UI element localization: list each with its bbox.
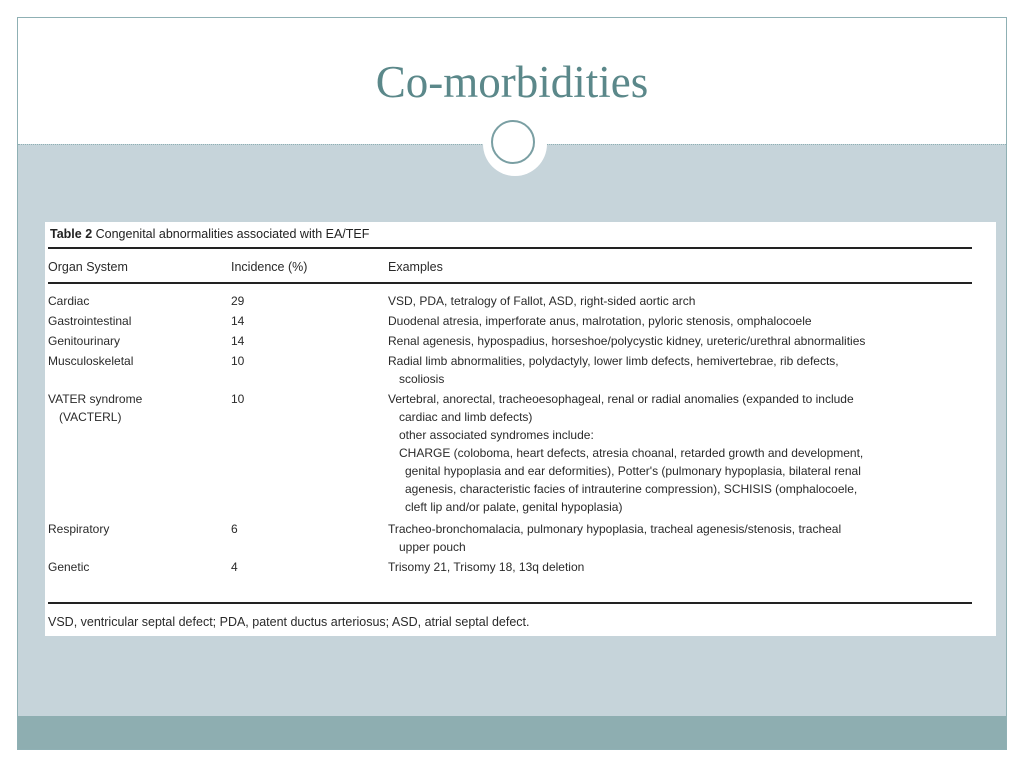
cell-text: upper pouch bbox=[399, 540, 466, 554]
cell-examples bbox=[388, 390, 988, 516]
cell-organ-system bbox=[48, 520, 223, 538]
table-caption-label: Table 2 bbox=[50, 227, 93, 241]
cell-text: scoliosis bbox=[399, 372, 445, 386]
cell-text: cardiac and limb defects) bbox=[399, 410, 533, 424]
cell-organ-system bbox=[48, 332, 223, 350]
cell-examples bbox=[388, 312, 988, 330]
table-caption bbox=[50, 227, 369, 241]
table-body bbox=[45, 292, 996, 578]
table-row bbox=[45, 352, 996, 390]
cell-incidence: 29 bbox=[231, 294, 245, 308]
cell-incidence: 14 bbox=[231, 334, 245, 348]
cell-text: Genitourinary bbox=[48, 334, 121, 348]
footer-bar bbox=[18, 716, 1006, 750]
cell-text: cleft lip and/or palate, genital hypoplasia) bbox=[405, 500, 623, 514]
cell-text: Vertebral, anorectal, tracheoesophageal, renal or radial anomalies (expanded to include bbox=[388, 392, 854, 406]
cell-text: Genetic bbox=[48, 560, 90, 574]
cell-text: Musculoskeletal bbox=[48, 354, 134, 368]
cell-text: agenesis, characteristic facies of intrauterine compression), SCHISIS (omphalocoele, bbox=[405, 482, 858, 496]
table-row bbox=[45, 312, 996, 332]
table-row bbox=[45, 520, 996, 558]
cell-text: Renal agenesis, hypospadius, horseshoe/polycystic kidney, ureteric/urethral abnormalities bbox=[388, 334, 866, 348]
cell-text: Tracheo-bronchomalacia, pulmonary hypoplasia, tracheal agenesis/stenosis, tracheal bbox=[388, 522, 842, 536]
cell-organ-system bbox=[48, 352, 223, 370]
table-row bbox=[45, 292, 996, 312]
cell-text: Radial limb abnormalities, polydactyly, lower limb defects, hemivertebrae, rib defects, bbox=[388, 354, 839, 368]
cell-incidence: 4 bbox=[231, 560, 238, 574]
table-image bbox=[45, 222, 996, 636]
cell-examples bbox=[388, 520, 988, 556]
table-top-rule bbox=[48, 247, 972, 249]
cell-text: other associated syndromes include: bbox=[399, 428, 594, 442]
cell-text: Cardiac bbox=[48, 294, 90, 308]
header-examples: Examples bbox=[388, 260, 443, 274]
table-bottom-rule bbox=[48, 602, 972, 604]
table-caption-text: Congenital abnormalities associated with EA/TEF bbox=[92, 227, 370, 241]
slide bbox=[17, 17, 1007, 750]
cell-text: Gastrointestinal bbox=[48, 314, 132, 328]
cell-examples bbox=[388, 332, 988, 350]
header-organ-system: Organ System bbox=[48, 260, 128, 274]
cell-examples bbox=[388, 292, 988, 310]
table-footnote: VSD, ventricular septal defect; PDA, patent ductus arteriosus; ASD, atrial septal defect. bbox=[48, 615, 530, 629]
cell-text: VSD, PDA, tetralogy of Fallot, ASD, right-sided aortic arch bbox=[388, 294, 696, 308]
cell-organ-system bbox=[48, 312, 223, 330]
cell-incidence: 14 bbox=[231, 314, 245, 328]
table-row bbox=[45, 558, 996, 578]
cell-text: VATER syndrome bbox=[48, 392, 143, 406]
cell-incidence: 6 bbox=[231, 522, 238, 536]
cell-text: (VACTERL) bbox=[59, 410, 122, 424]
cell-organ-system bbox=[48, 558, 223, 576]
header-incidence: Incidence (%) bbox=[231, 260, 308, 274]
cell-organ-system bbox=[48, 390, 223, 426]
cell-text: Respiratory bbox=[48, 522, 110, 536]
cell-text: genital hypoplasia and ear deformities), Potter's (pulmonary hypoplasia, bilateral renal bbox=[405, 464, 861, 478]
cell-incidence: 10 bbox=[231, 354, 245, 368]
header-bottom-rule bbox=[48, 282, 972, 284]
slide-title: Co-morbidities bbox=[375, 57, 649, 107]
cell-text: Trisomy 21, Trisomy 18, 13q deletion bbox=[388, 560, 585, 574]
cell-examples bbox=[388, 352, 988, 388]
decorative-circle-icon bbox=[491, 120, 535, 164]
cell-organ-system bbox=[48, 292, 223, 310]
table-row bbox=[45, 390, 996, 520]
cell-incidence: 10 bbox=[231, 392, 245, 406]
cell-examples bbox=[388, 558, 988, 576]
table-row bbox=[45, 332, 996, 352]
cell-text: CHARGE (coloboma, heart defects, atresia choanal, retarded growth and development, bbox=[399, 446, 864, 460]
cell-text: Duodenal atresia, imperforate anus, malrotation, pyloric stenosis, omphalocoele bbox=[388, 314, 812, 328]
